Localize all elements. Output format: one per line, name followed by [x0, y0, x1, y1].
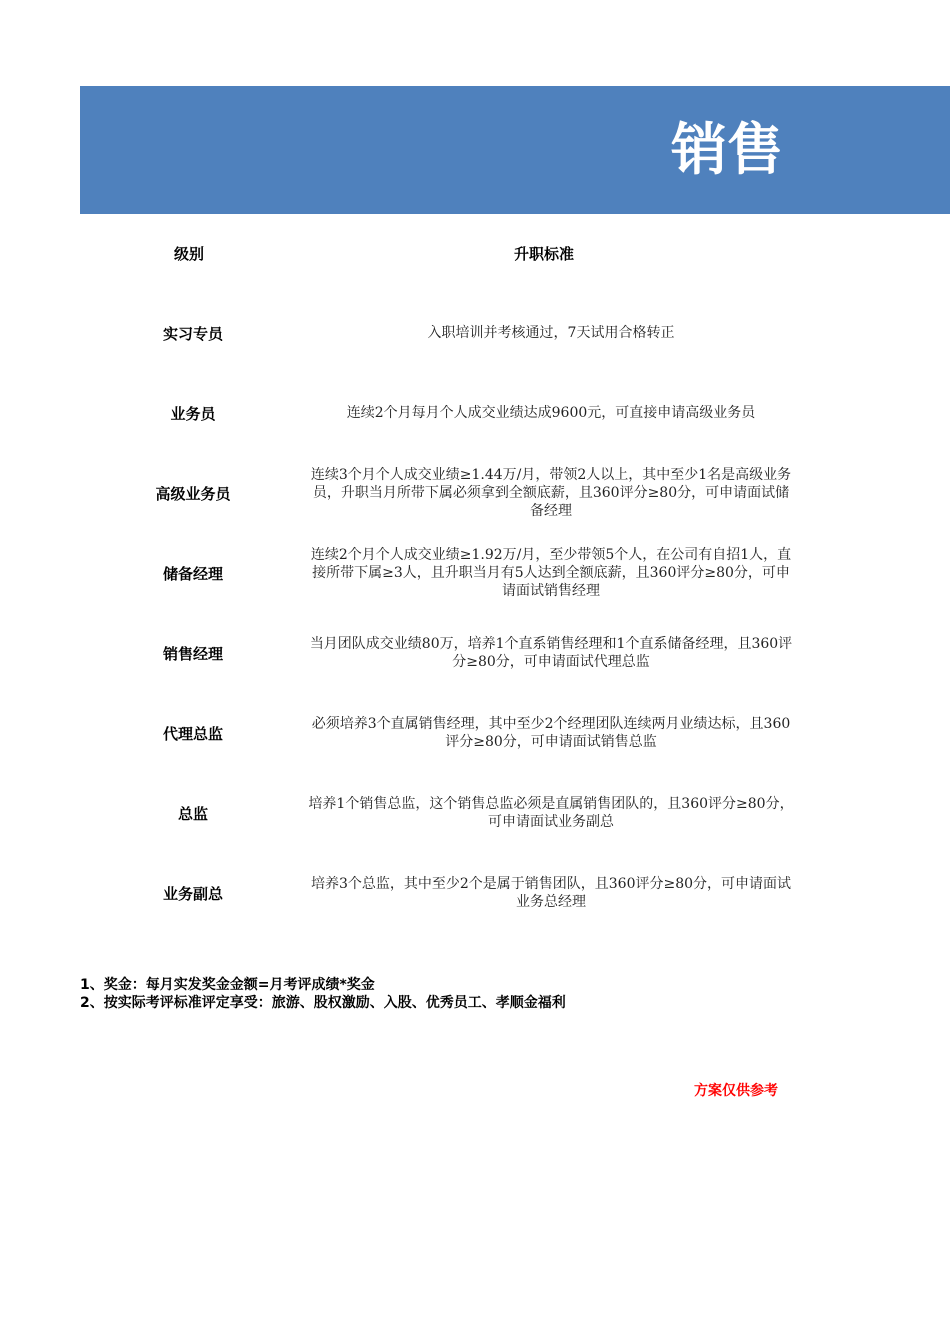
- standard-cell: 培养1个销售总监，这个销售总监必须是直属销售团队的，且360评分≥80分，可申请面试业务副总: [308, 796, 794, 830]
- standard-cell: 连续2个月个人成交业绩≥1.92万/月，至少带领5个人，在公司有自招1人，直接所带下属≥3人，且升职当月有5人达到全额底薪，且360评分≥80分，可申请面试销售经理: [310, 547, 792, 599]
- table-row: [80, 293, 800, 373]
- table-row: [80, 373, 800, 453]
- table-row: [80, 533, 800, 613]
- standard-cell: 培养3个总监，其中至少2个是属于销售团队，且360评分≥80分，可申请面试业务总经理: [310, 876, 792, 910]
- table-row: [80, 613, 800, 693]
- table-row: [80, 453, 800, 533]
- level-cell: 储备经理: [162, 564, 223, 583]
- standard-cell: 当月团队成交业绩80万，培养1个直系销售经理和1个直系储备经理，且360评分≥80分，可申请面试代理总监: [309, 636, 793, 670]
- standard-cell: 连续3个月个人成交业绩≥1.44万/月，带领2人以上，其中至少1名是高级业务员，升职当月所带下属必须拿到全额底薪，且360评分≥80分，可申请面试储备经理: [310, 467, 792, 519]
- level-cell: 总监: [177, 804, 208, 823]
- note-bonus: 1、奖金：每月实发奖金金额=月考评成绩*奖金: [80, 977, 375, 993]
- page-title: 销售: [671, 118, 783, 183]
- level-cell: 业务副总: [162, 884, 223, 903]
- header-standard: 升职标准: [514, 245, 575, 263]
- level-cell: 实习专员: [162, 324, 223, 343]
- note-benefits: 2、按实际考评标准评定享受：旅游、股权激励、入股、优秀员工、孝顺金福利: [80, 995, 566, 1011]
- standard-cell: 连续2个月每月个人成交业绩达成9600元，可直接申请高级业务员: [346, 405, 756, 421]
- level-cell: 业务员: [170, 404, 216, 423]
- notes-section: [80, 976, 566, 1012]
- level-cell: 高级业务员: [155, 484, 231, 503]
- table-row: [80, 853, 800, 933]
- level-cell: 销售经理: [162, 644, 223, 663]
- disclaimer-text: 方案仅供参考: [694, 1083, 778, 1099]
- level-cell: 代理总监: [162, 724, 223, 743]
- standard-cell: 必须培养3个直属销售经理，其中至少2个经理团队连续两月业绩达标，且360评分≥80分，可申请面试销售总监: [311, 716, 791, 750]
- title-banner: [80, 86, 950, 214]
- table-row: [80, 773, 800, 853]
- standard-cell: 入职培训并考核通过，7天试用合格转正: [427, 325, 675, 341]
- table-row: [80, 693, 800, 773]
- header-level: 级别: [174, 245, 205, 263]
